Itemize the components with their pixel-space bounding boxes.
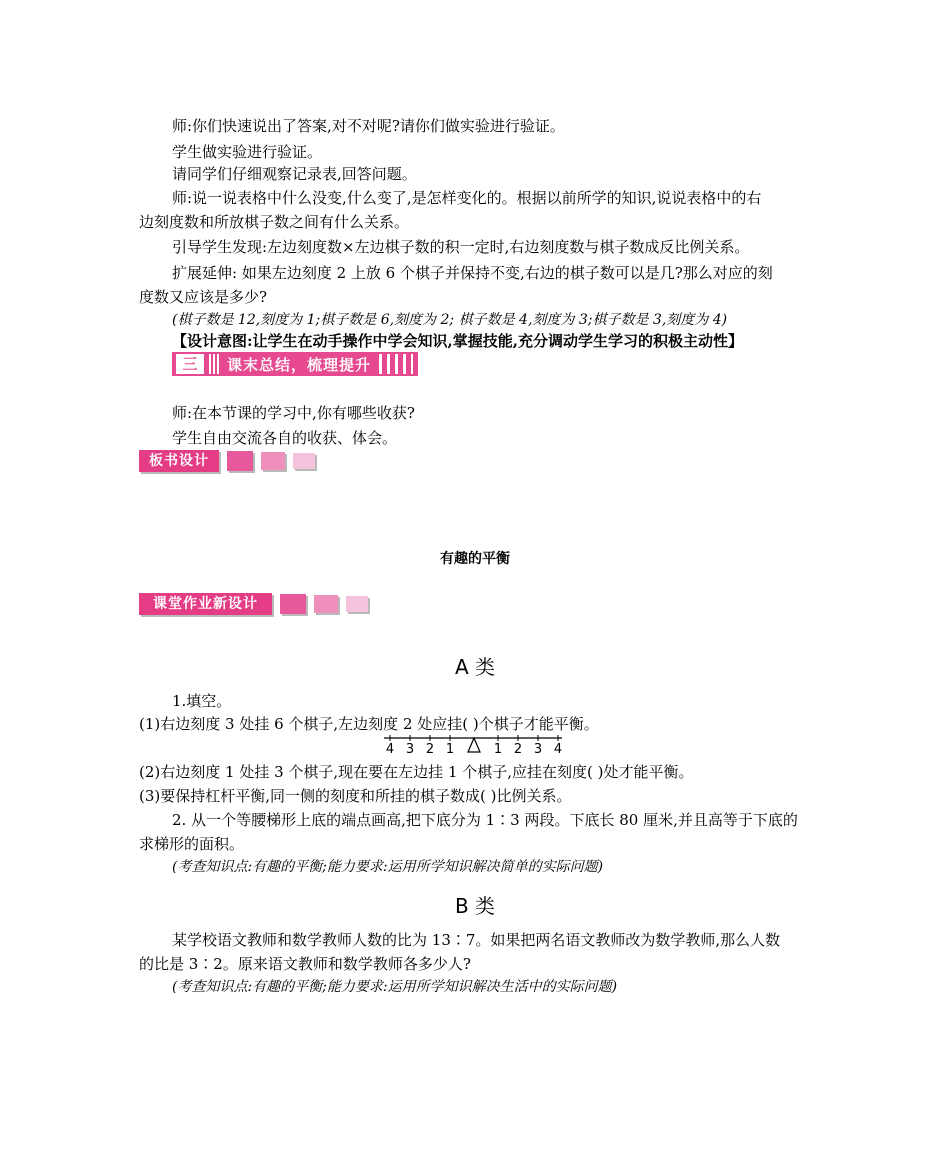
teacher-ratio-problem-line1: 某学校语文教师和数学教师人数的比为 13∶7。如果把两名语文教师改为数学教师,那么人数 <box>172 931 781 949</box>
class-b-note: (考查知识点:有趣的平衡;能力要求:运用所学知识解决生活中的实际问题) <box>172 979 618 995</box>
fill-blank-title: 1.填空。 <box>172 692 232 710</box>
banner-square-decoration <box>227 451 253 471</box>
banner-square-decoration <box>293 453 315 469</box>
scale-label: 2 <box>513 742 523 757</box>
guide-discovery: 引导学生发现:左边刻度数×左边棋子数的积一定时,右边刻度数与棋子数成反比例关系。 <box>172 238 750 256</box>
extension-answer: (棋子数是 12,刻度为 1;棋子数是 6,刻度为 2; 棋子数是 4,刻度为 3;棋子数是 3,刻度为 4) <box>172 312 728 328</box>
extension-line2: 度数又应该是多少? <box>139 288 268 306</box>
banner-square-decoration <box>261 452 285 470</box>
teacher-prompt-line1: 师:说一说表格中什么没变,什么变了,是怎样变化的。根据以前所学的知识,说说表格中的右 <box>172 189 762 207</box>
class-a-heading: A 类 <box>454 655 496 679</box>
board-design-banner <box>139 450 315 472</box>
section-number: 三 <box>175 353 205 375</box>
extension-line1: 扩展延伸: 如果左边刻度 2 上放 6 个棋子并保持不变,右边的棋子数可以是几?那么对应的刻 <box>172 264 773 282</box>
banner-square-decoration <box>346 596 368 612</box>
class-b-heading: B 类 <box>454 894 496 918</box>
summary-question: 师:在本节课的学习中,你有哪些收获? <box>172 404 415 422</box>
teacher-question: 师:你们快速说出了答案,对不对呢?请你们做实验进行验证。 <box>172 117 565 135</box>
banner-square-decoration <box>280 594 306 614</box>
homework-banner <box>139 593 368 615</box>
trapezoid-problem-line2: 求梯形的面积。 <box>139 835 245 853</box>
design-intent: 【设计意图:让学生在动手操作中学会知识,掌握技能,充分调动学生学习的积极主动性】 <box>172 332 743 350</box>
scale-label: 3 <box>405 742 415 757</box>
banner-square-decoration <box>314 595 338 613</box>
section-tail-decoration <box>379 354 413 374</box>
scale-label: 4 <box>385 742 395 757</box>
observe-table-instruction: 请同学们仔细观察记录表,回答问题。 <box>172 165 417 183</box>
scale-label: 4 <box>553 742 563 757</box>
section-title: 课末总结，梳理提升 <box>227 355 372 374</box>
fill-blank-item-1: (1)右边刻度 3 处挂 6 个棋子,左边刻度 2 处应挂( )个棋子才能平衡。 <box>139 715 599 733</box>
scale-label: 3 <box>533 742 543 757</box>
fill-blank-item-2: (2)右边刻度 1 处挂 3 个棋子,现在要在左边挂 1 个棋子,应挂在刻度( )处才能平衡。 <box>139 763 694 781</box>
scale-label: 2 <box>425 742 435 757</box>
summary-answer: 学生自由交流各自的收获、体会。 <box>172 429 398 447</box>
scale-label: 1 <box>445 742 455 757</box>
student-experiment: 学生做实验进行验证。 <box>172 143 323 161</box>
fill-blank-item-3: (3)要保持杠杆平衡,同一侧的刻度和所挂的棋子数成( )比例关系。 <box>139 787 572 805</box>
teacher-prompt-line2: 边刻度数和所放棋子数之间有什么关系。 <box>139 213 410 231</box>
teacher-ratio-problem-line2: 的比是 3∶2。原来语文教师和数学教师各多少人? <box>139 955 471 973</box>
section-three-header <box>172 352 418 376</box>
fulcrum-triangle <box>468 738 480 752</box>
section-stripe-decoration <box>209 354 221 374</box>
scale-label: 1 <box>493 742 503 757</box>
board-title: 有趣的平衡 <box>440 551 510 567</box>
lever-scale-diagram <box>382 734 566 758</box>
class-a-note: (考查知识点:有趣的平衡;能力要求:运用所学知识解决简单的实际问题) <box>172 859 604 875</box>
trapezoid-problem-line1: 2. 从一个等腰梯形上底的端点画高,把下底分为 1∶3 两段。下底长 80 厘米,并且高等于下底的 <box>172 811 798 829</box>
homework-label: 课堂作业新设计 <box>139 593 272 615</box>
board-design-label: 板书设计 <box>139 450 219 472</box>
